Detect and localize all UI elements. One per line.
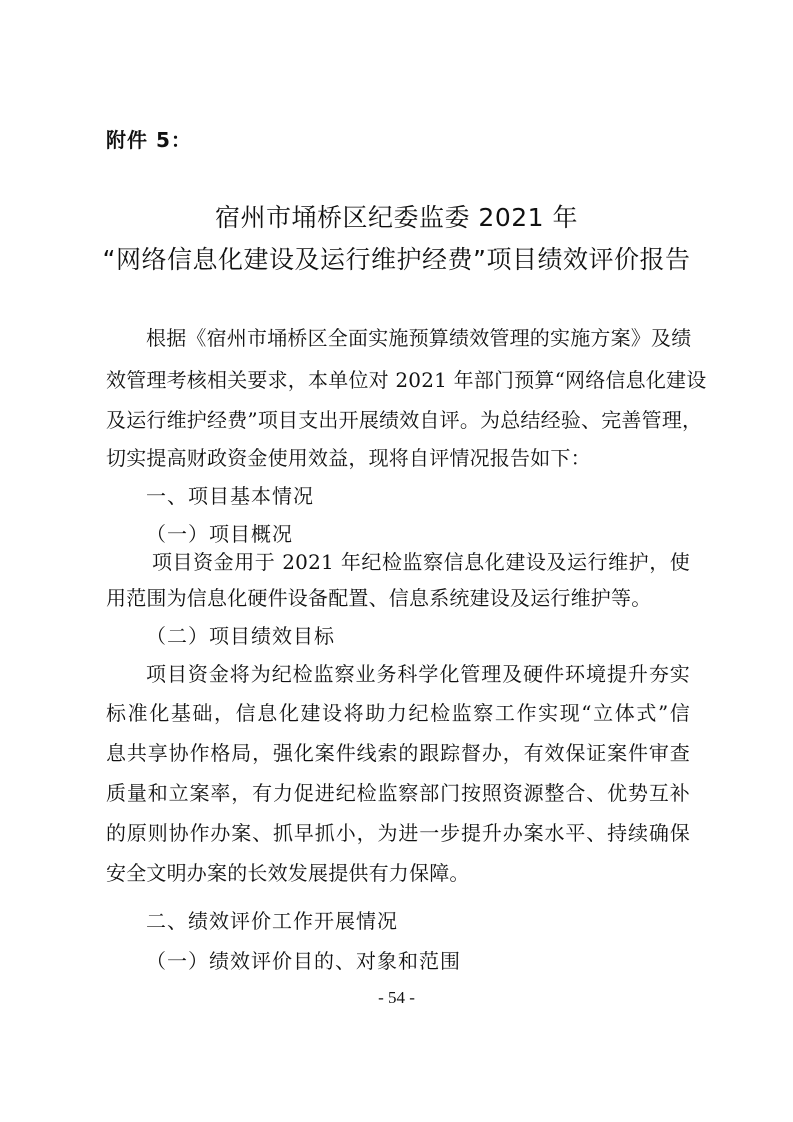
goal-line-2: 标准化基础，信息化建设将助力纪检监察工作实现“立体式”信	[106, 701, 690, 725]
intro-line-3: 及运行维护经费”项目支出开展绩效自评。为总结经验、完善管理，	[106, 408, 703, 432]
report-title-line-2: “网络信息化建设及运行维护经费”项目绩效评价报告	[102, 245, 691, 274]
goal-line-4: 质量和立案率，有力促进纪检监察部门按照资源整合、优势互补	[106, 781, 690, 805]
section-1-heading: 一、项目基本情况	[146, 484, 314, 508]
section-1-sub-1-heading: （一）项目概况	[146, 522, 293, 546]
goal-line-5: 的原则协作办案、抓早抓小，为进一步提升办案水平、持续确保	[106, 821, 690, 845]
goal-line-1: 项目资金将为纪检监察业务科学化管理及硬件环境提升夯实	[146, 662, 690, 686]
overview-line-2: 用范围为信息化硬件设备配置、信息系统建设及运行维护等。	[106, 586, 652, 610]
overview-line-1: 项目资金用于 2021 年纪检监察信息化建设及运行维护，使	[152, 550, 690, 574]
goal-line-6: 安全文明办案的长效发展提供有力保障。	[106, 861, 470, 885]
attachment-label: 附件 5：	[106, 128, 192, 152]
goal-line-3: 息共享协作格局，强化案件线索的跟踪督办，有效保证案件审查	[106, 741, 690, 765]
page-number: - 54 -	[378, 988, 415, 1007]
intro-line-1: 根据《宿州市埇桥区全面实施预算绩效管理的实施方案》及绩	[146, 326, 692, 350]
section-1-sub-2-heading: （二）项目绩效目标	[146, 624, 335, 648]
section-2-sub-1-heading: （一）绩效评价目的、对象和范围	[146, 949, 461, 973]
intro-line-4: 切实提高财政资金使用效益，现将自评情况报告如下：	[106, 446, 591, 470]
intro-line-2: 效管理考核相关要求，本单位对 2021 年部门预算“网络信息化建设	[106, 368, 707, 392]
report-title-line-1: 宿州市埇桥区纪委监委 2021 年	[214, 203, 579, 232]
section-2-heading: 二、绩效评价工作开展情况	[146, 909, 398, 933]
